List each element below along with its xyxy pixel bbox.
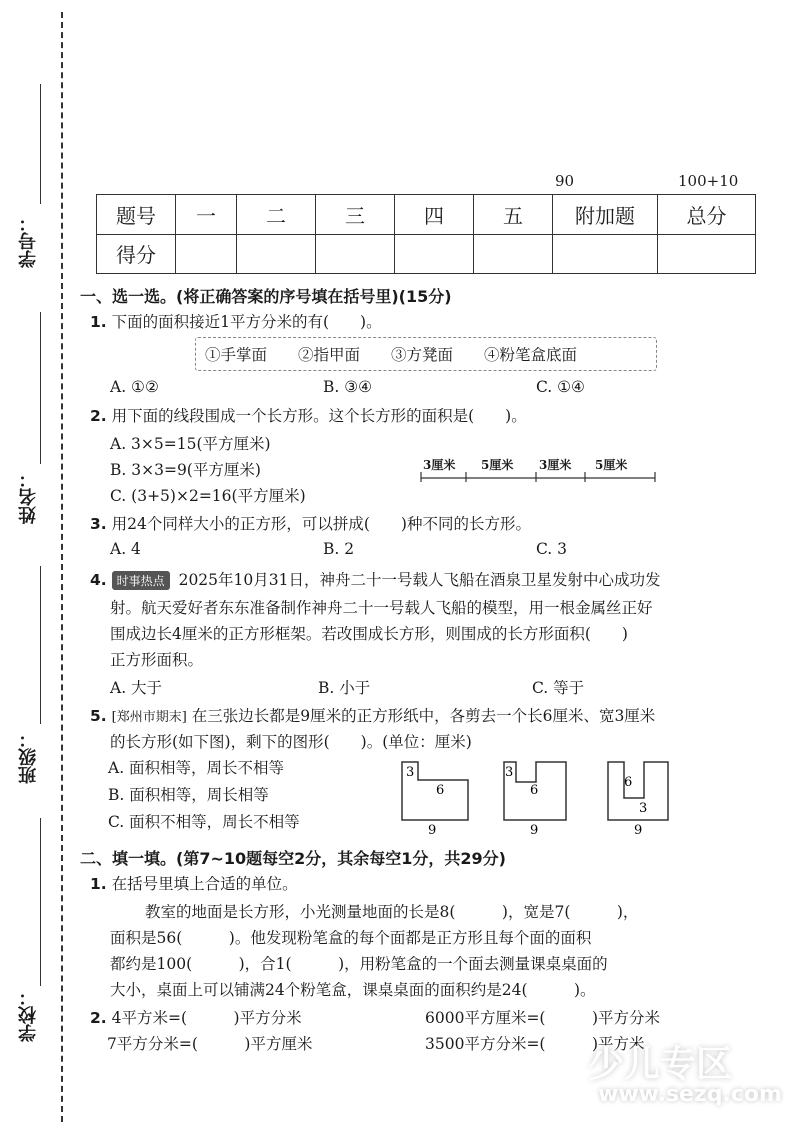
score-header-cell: 五 — [474, 195, 553, 235]
s2-q1-text: 在括号里填上合适的单位。 — [111, 875, 298, 893]
score-table-score-row — [97, 234, 756, 274]
q1-option-c[interactable]: C. ①④ — [536, 378, 585, 396]
score-note-bonus: 100+10 — [678, 172, 739, 190]
q1-option-b[interactable]: B. ③④ — [323, 378, 373, 396]
fig1-label-3: 3 — [406, 765, 415, 780]
score-header-cell: 一 — [176, 195, 237, 235]
q4-line3: 围成边长4厘米的正方形框架。若改围成长方形，则围成的长方形面积( ) — [110, 625, 628, 643]
q4-stem-line1 — [90, 568, 660, 590]
score-table — [96, 194, 756, 274]
q4-option-c[interactable]: C. 等于 — [532, 679, 585, 697]
class-line — [40, 566, 41, 724]
score-cell[interactable] — [395, 234, 474, 274]
q5-number: 5. — [90, 707, 107, 725]
name-line — [40, 312, 41, 464]
score-cell[interactable] — [316, 234, 395, 274]
q3-number: 3. — [90, 515, 107, 533]
s2-q1-line2: 面积是56( )。他发现粉笔盒的每个面都是正方形且每个面的面积 — [110, 929, 592, 947]
binding-dashed-line — [61, 12, 63, 1122]
figure-3-shape — [608, 762, 668, 820]
q4-line1: 2025年10月31日，神舟二十一号载人飞船在酒泉卫星发射中心成功发 — [178, 571, 661, 589]
q4-hot-topic-tag: 时事热点 — [112, 571, 170, 590]
score-cell[interactable] — [658, 234, 756, 274]
fig1-label-9: 9 — [428, 823, 437, 838]
fig3-label-6: 6 — [624, 775, 633, 790]
score-header-cell: 四 — [395, 195, 474, 235]
fig2-label-3: 3 — [505, 765, 514, 780]
section1-title: 一、选一选。(将正确答案的序号填在括号里)(15分) — [80, 287, 452, 306]
q2-option-b[interactable]: B. 3×3=9(平方厘米) — [110, 461, 261, 479]
segment-label: 5厘米 — [595, 458, 628, 472]
score-cell[interactable] — [553, 234, 658, 274]
segment-label: 5厘米 — [481, 458, 514, 472]
q4-line4: 正方形面积。 — [110, 651, 204, 669]
fig3-label-3: 3 — [639, 801, 648, 816]
q3-option-c[interactable]: C. 3 — [536, 540, 568, 558]
q2-number: 2. — [90, 407, 107, 425]
q5-figures — [396, 758, 686, 838]
q1-items: ①手掌面 ②指甲面 ③方凳面 ④粉笔盒底面 — [205, 346, 578, 364]
score-cell[interactable] — [474, 234, 553, 274]
s2-q1-line3: 都约是100( )，合1( )，用粉笔盒的一个面去测量课桌桌面的 — [110, 955, 608, 973]
q1-stem — [90, 310, 382, 332]
s2-q2-number: 2. — [90, 1009, 107, 1027]
q5-option-a[interactable]: A. 面积相等，周长不相等 — [108, 759, 285, 777]
q2-option-c[interactable]: C. (3+5)×2=16(平方厘米) — [110, 487, 306, 505]
q3-option-b[interactable]: B. 2 — [323, 540, 355, 558]
s2-q2-d: 3500平方分米=( )平方米 — [425, 1035, 645, 1053]
school-label: 学校： — [18, 988, 39, 1042]
q5-source-tag: [郑州市期末] — [111, 710, 187, 725]
section2-title: 二、填一填。(第7~10题每空2分，其余每空1分，共29分) — [80, 849, 506, 868]
s2-q1-line1: 教室的地面是长方形，小光测量地面的长是8( )，宽是7( )， — [145, 903, 639, 921]
score-cell[interactable] — [237, 234, 316, 274]
fig2-label-6: 6 — [530, 783, 539, 798]
score-cell[interactable] — [176, 234, 237, 274]
q4-option-a[interactable]: A. 大于 — [110, 679, 163, 697]
q5-line2: 的长方形(如下图)，剩下的图形( )。(单位：厘米) — [110, 733, 472, 751]
s2-q1-stem — [90, 872, 298, 894]
s2-q2-b: 6000平方厘米=( )平方分米 — [425, 1009, 661, 1027]
s2-q1-number: 1. — [90, 875, 107, 893]
q5-option-c[interactable]: C. 面积不相等，周长不相等 — [108, 813, 300, 831]
s2-q2-row1 — [90, 1006, 302, 1028]
fig1-label-6: 6 — [436, 783, 445, 798]
score-header-cell: 总分 — [658, 195, 756, 235]
q2-stem — [90, 404, 527, 426]
score-header-cell: 附加题 — [553, 195, 658, 235]
watermark-url: www.sezq.com — [598, 1082, 782, 1107]
q3-option-a[interactable]: A. 4 — [110, 540, 141, 558]
score-header-cell: 二 — [237, 195, 316, 235]
q3-stem — [90, 512, 531, 534]
fig3-label-9: 9 — [634, 823, 643, 838]
q4-option-b[interactable]: B. 小于 — [318, 679, 371, 697]
segment-label: 3厘米 — [539, 458, 572, 472]
q2-option-a[interactable]: A. 3×5=15(平方厘米) — [110, 435, 271, 453]
score-note-main: 90 — [555, 172, 575, 190]
score-table-header-row — [97, 195, 756, 235]
q2-text: 用下面的线段围成一个长方形。这个长方形的面积是( )。 — [111, 407, 527, 425]
score-header-cell: 三 — [316, 195, 395, 235]
q1-option-a[interactable]: A. ①② — [110, 378, 159, 396]
q4-number: 4. — [90, 571, 107, 589]
q5-line1: 在三张边长都是9厘米的正方形纸中，各剪去一个长6厘米、宽3厘米 — [191, 707, 656, 725]
watermark-brand: 少儿专区 — [588, 1044, 733, 1085]
q4-line2: 射。航天爱好者东东准备制作神舟二十一号载人飞船的模型，用一根金属丝正好 — [110, 599, 653, 617]
score-row-label: 得分 — [97, 234, 176, 274]
class-label: 班级： — [18, 730, 39, 784]
q1-number: 1. — [90, 313, 107, 331]
q5-option-b[interactable]: B. 面积相等，周长相等 — [108, 786, 269, 804]
q1-text: 下面的面积接近1平方分米的有( )。 — [111, 313, 382, 331]
segment-label: 3厘米 — [423, 458, 456, 472]
name-label: 姓名： — [18, 470, 39, 524]
s2-q1-line4: 大小，桌面上可以铺满24个粉笔盒，课桌桌面的面积约是24( )。 — [110, 981, 596, 999]
q5-stem-line1 — [90, 704, 655, 726]
student-id-label: 学号： — [18, 214, 39, 268]
score-header-cell: 题号 — [97, 195, 176, 235]
school-line — [40, 818, 41, 986]
student-id-line — [40, 84, 41, 204]
s2-q2-c: 7平方分米=( )平方厘米 — [107, 1035, 313, 1053]
q3-text: 用24个同样大小的正方形，可以拼成( )种不同的长方形。 — [111, 515, 531, 533]
s2-q2-a: 4平方米=( )平方分米 — [111, 1009, 302, 1027]
fig2-label-9: 9 — [530, 823, 539, 838]
